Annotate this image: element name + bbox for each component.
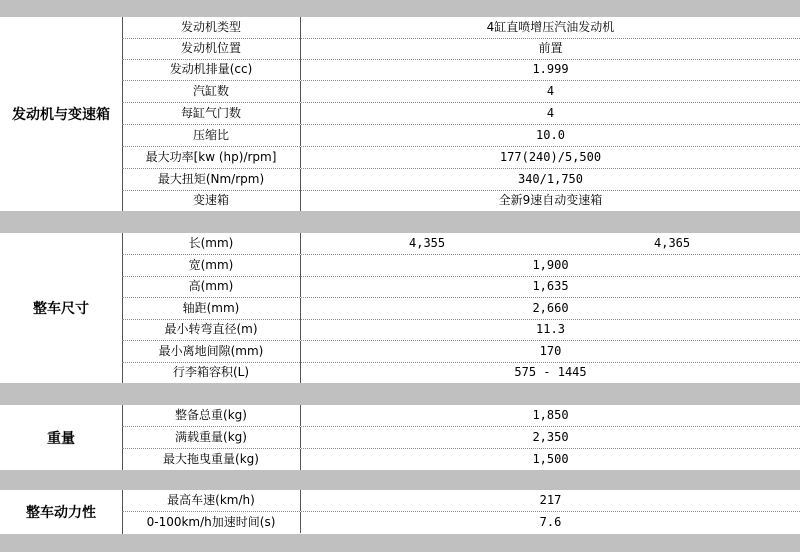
separator-band-1 — [0, 211, 800, 233]
spec-row — [122, 512, 800, 533]
spec-value-b: 4,365 — [654, 236, 691, 250]
spec-label: 0-100km/h加速时间(s) — [122, 512, 301, 533]
spec-label: 压缩比 — [122, 125, 301, 146]
spec-label: 发动机排量(cc) — [122, 59, 301, 80]
spec-row — [122, 59, 800, 81]
spec-value: 1,850 — [532, 408, 569, 422]
spec-label: 最小转弯直径(m) — [122, 319, 301, 340]
category-label: 整车尺寸 — [0, 233, 123, 383]
spec-value: 575 - 1445 — [514, 365, 587, 379]
spec-label: 最大拖曳重量(kg) — [122, 449, 301, 470]
spec-value-a: 4,355 — [409, 236, 446, 250]
spec-row — [122, 255, 800, 277]
spec-label: 整备总重(kg) — [122, 405, 301, 426]
separator-band-bottom — [0, 534, 800, 552]
spec-value: 1,635 — [532, 279, 569, 293]
spec-label: 高(mm) — [122, 276, 301, 297]
spec-row — [122, 190, 800, 211]
spec-label: 长(mm) — [122, 233, 301, 254]
category-label: 发动机与变速箱 — [0, 17, 123, 211]
spec-row — [122, 147, 800, 169]
spec-row — [122, 427, 800, 449]
spec-row — [122, 405, 800, 427]
spec-label: 满载重量(kg) — [122, 427, 301, 448]
spec-value: 全新9速自动变速箱 — [498, 193, 603, 207]
spec-label: 行李箱容积(L) — [122, 362, 301, 383]
spec-row — [122, 319, 800, 341]
spec-value: 1,900 — [532, 258, 569, 272]
spec-label: 发动机位置 — [122, 38, 301, 59]
spec-row — [122, 125, 800, 147]
spec-value: 1,500 — [532, 452, 569, 466]
spec-label: 最大功率[kw (hp)/rpm] — [122, 147, 301, 168]
spec-value: 217 — [539, 493, 562, 507]
spec-label: 汽缸数 — [122, 81, 301, 102]
spec-row — [122, 449, 800, 470]
section-engine-transmission — [0, 17, 800, 211]
spec-label: 宽(mm) — [122, 255, 301, 276]
spec-row — [122, 362, 800, 383]
spec-value: 7.6 — [539, 515, 562, 529]
spec-row — [122, 38, 800, 60]
separator-band-top — [0, 0, 800, 17]
spec-value: 177(240)/5,500 — [499, 150, 602, 164]
spec-label: 最大扭矩(Nm/rpm) — [122, 169, 301, 190]
spec-row — [122, 81, 800, 103]
spec-value: 2,350 — [532, 430, 569, 444]
spec-row — [122, 17, 800, 39]
spec-row — [122, 233, 800, 255]
spec-row — [122, 341, 800, 363]
spec-value: 11.3 — [536, 322, 565, 336]
spec-value: 170 — [539, 344, 562, 358]
spec-label: 变速箱 — [122, 190, 301, 211]
separator-band-2 — [0, 383, 800, 405]
spec-label: 每缸气门数 — [122, 103, 301, 124]
spec-value: 前置 — [538, 41, 563, 55]
spec-value-split — [301, 233, 800, 254]
spec-value: 4 — [546, 84, 555, 98]
spec-label: 最小离地间隙(mm) — [122, 341, 301, 362]
category-label: 整车动力性 — [0, 490, 123, 534]
section-dimensions — [0, 233, 800, 383]
section-weight — [0, 405, 800, 470]
spec-value: 2,660 — [532, 301, 569, 315]
spec-value: 340/1,750 — [517, 172, 584, 186]
spec-label: 最高车速(km/h) — [122, 490, 301, 511]
spec-value: 4缸直喷增压汽油发动机 — [486, 20, 615, 34]
spec-row — [122, 298, 800, 320]
spec-row — [122, 490, 800, 512]
spec-row — [122, 169, 800, 191]
spec-label: 轴距(mm) — [122, 298, 301, 319]
spec-row — [122, 103, 800, 125]
section-performance — [0, 490, 800, 534]
spec-value: 4 — [546, 106, 555, 120]
spec-row — [122, 276, 800, 298]
spec-value: 1.999 — [532, 62, 569, 76]
separator-band-3 — [0, 470, 800, 490]
spec-value: 10.0 — [536, 128, 565, 142]
spec-label: 发动机类型 — [122, 17, 301, 38]
category-label: 重量 — [0, 405, 123, 470]
